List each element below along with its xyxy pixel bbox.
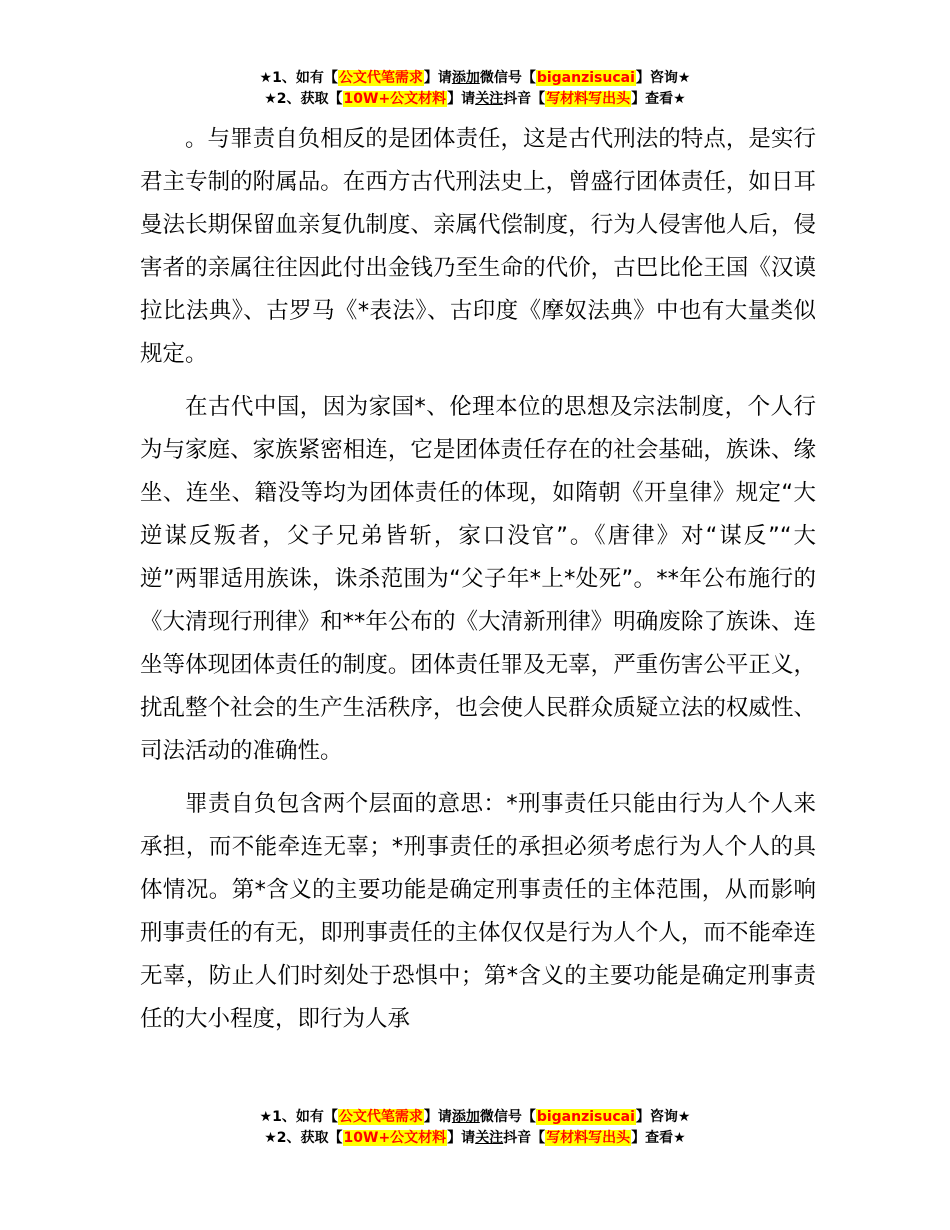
header-banner (0, 68, 950, 110)
highlight-wechat-id: biganzisucai (536, 1109, 635, 1125)
banner-text: 】咨询★ (635, 1109, 691, 1125)
highlight-service: 公文代笔需求 (338, 70, 423, 86)
banner-text: 微信号【 (479, 70, 536, 86)
paragraph-1: 。与罪责自负相反的是团体责任，这是古代刑法的特点，是实行君主专制的附属品。在西方古代刑法史上，曾盛行团体责任，如日耳曼法长期保留血亲复仇制度、亲属代偿制度，行为人侵害他人后，侵害者的亲属往往因此付出金钱乃至生命的代价，古巴比伦王国《汉谟拉比法典》、古罗马《*表法》、古印度《摩奴法典》中也有大量类似规定。 (140, 126, 816, 367)
banner-text: ★1、如有【 (259, 1109, 338, 1125)
document-body (140, 118, 816, 1051)
banner-text: ★1、如有【 (259, 70, 338, 86)
highlight-materials: 10W+公文材料 (343, 1130, 447, 1146)
banner-text: 】查看★ (631, 1130, 686, 1146)
banner-line-1 (0, 68, 950, 89)
underlined-word: 关注 (475, 1130, 504, 1146)
highlight-service: 公文代笔需求 (338, 1109, 423, 1125)
highlight-douyin-account: 写材料写出头 (546, 1130, 631, 1146)
underlined-word: 关注 (475, 91, 504, 107)
banner-text: 】请 (447, 1130, 476, 1146)
footer-banner (0, 1107, 950, 1149)
banner-line-2 (0, 89, 950, 110)
banner-text: 微信号【 (479, 1109, 536, 1125)
highlight-wechat-id: biganzisucai (536, 70, 635, 86)
paragraph-2: 在古代中国，因为家国*、伦理本位的思想及宗法制度，个人行为与家庭、家族紧密相连，它是团体责任存在的社会基础，族诛、缘坐、连坐、籍没等均为团体责任的体现，如隋朝《开皇律》规定“大逆谋反叛者，父子兄弟皆斩，家口没官”。《唐律》对“谋反”“大逆”两罪适用族诛，诛杀范围为“父子年*上*处死”。**年公布施行的《大清现行刑律》和**年公布的《大清新刑律》明确废除了族诛、连坐等体现团体责任的制度。团体责任罪及无辜，严重伤害公平正义，扰乱整个社会的生产生活秩序，也会使人民群众质疑立法的权威性、司法活动的准确性。 (140, 394, 816, 764)
highlight-materials: 10W+公文材料 (343, 91, 447, 107)
banner-text: ★2、获取【 (264, 1130, 343, 1146)
banner-text: 抖音【 (503, 91, 546, 107)
banner-text: 】请 (423, 1109, 452, 1125)
paragraph-3: 罪责自负包含两个层面的意思：*刑事责任只能由行为人个人来承担，而不能牵连无辜；*刑事责任的承担必须考虑行为人个人的具体情况。第*含义的主要功能是确定刑事责任的主体范围，从而影响刑事责任的有无，即刑事责任的主体仅仅是行为人个人，而不能牵连无辜，防止人们时刻处于恐惧中；第*含义的主要功能是确定刑事责任的大小程度，即行为人承 (140, 791, 816, 1032)
banner-text: 】请 (423, 70, 452, 86)
banner-line-1 (0, 1107, 950, 1128)
banner-text: 】咨询★ (635, 70, 691, 86)
highlight-douyin-account: 写材料写出头 (546, 91, 631, 107)
banner-text: 】查看★ (631, 91, 686, 107)
banner-text: 】请 (447, 91, 476, 107)
banner-text: 抖音【 (503, 1130, 546, 1146)
banner-line-2 (0, 1128, 950, 1149)
banner-text: ★2、获取【 (264, 91, 343, 107)
underlined-word: 添加 (451, 70, 480, 86)
underlined-word: 添加 (451, 1109, 480, 1125)
